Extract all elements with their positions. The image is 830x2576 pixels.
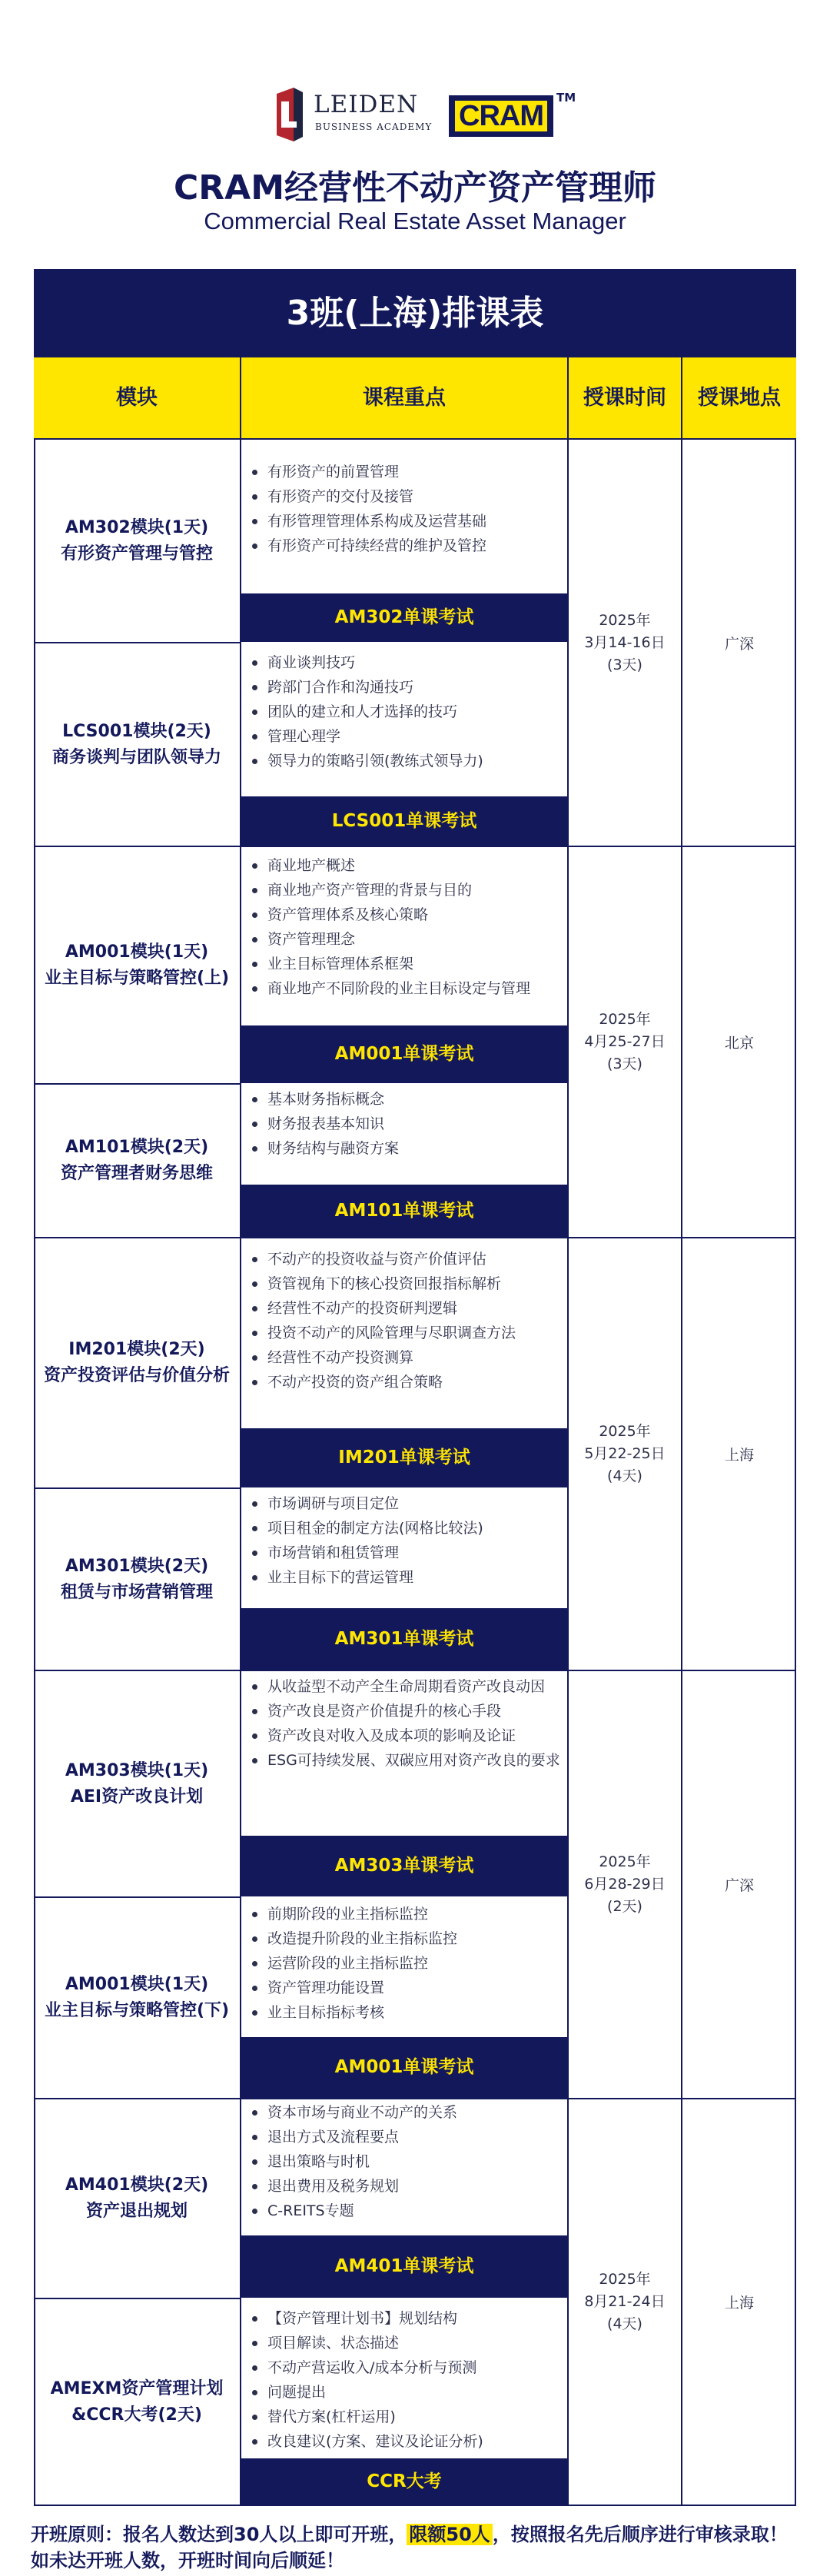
exam-banner: AM001单课考试 [241, 1025, 567, 1083]
module-name: AEI资产改良计划 [70, 1787, 204, 1807]
module-name: 资产投资评估与价值分析 [43, 1366, 230, 1385]
session-dates: 4月25-27日 [584, 1033, 666, 1050]
exam-banner: IM201单课考试 [241, 1428, 567, 1487]
topic-item: 资产管理体系及核心策略 [267, 902, 567, 927]
module-cell [34, 1238, 240, 1487]
topic-item: 前期阶段的业主指标监控 [267, 1902, 567, 1926]
topic-item: 项目解读、状态描述 [267, 2331, 567, 2355]
topic-item: 商业地产不同阶段的业主目标设定与管理 [267, 976, 567, 1001]
topic-item: 【资产管理计划书】规划结构 [267, 2306, 567, 2331]
module-code: AM302模块(1天) [65, 517, 209, 537]
topic-item: 业主目标指标考核 [267, 2000, 567, 2025]
session-year: 2025年 [599, 1423, 651, 1440]
module-name: 有形资产管理与管控 [60, 543, 213, 563]
topic-item: 不动产的投资收益与资产价值评估 [267, 1247, 567, 1271]
topic-item: 资本市场与商业不动产的关系 [267, 2100, 567, 2125]
topic-item: ESG可持续发展、双碳应用对资产改良的要求 [267, 1748, 567, 1773]
exam-banner: CCR大考 [241, 2458, 567, 2505]
session-dates: 8月21-24日 [584, 2293, 666, 2310]
module-name: 租赁与市场营销管理 [60, 1582, 213, 1602]
session-time [569, 2099, 681, 2505]
module-name: 业主目标与策略管控(上) [44, 968, 230, 988]
topic-list [241, 2306, 567, 2454]
topic-item: 资产改良对收入及成本项的影响及论证 [267, 1723, 567, 1748]
header-location: 授课地点 [682, 357, 796, 438]
module-code: AM001模块(1天) [65, 1975, 209, 1994]
topic-item: 资产管理功能设置 [267, 1976, 567, 2000]
topic-item: 团队的建立和人才选择的技巧 [267, 700, 567, 724]
session-location: 上海 [724, 1447, 754, 1464]
session-location: 广深 [724, 635, 754, 653]
enrollment-note-line1 [31, 2521, 815, 2548]
topic-list [241, 1674, 567, 1773]
topic-item: 问题提出 [267, 2380, 567, 2405]
session-days: (3天) [607, 656, 642, 673]
topic-item: 不动产投资的资产组合策略 [267, 1370, 567, 1394]
module-name: 业主目标与策略管控(下) [44, 2001, 230, 2020]
session-year: 2025年 [599, 611, 651, 629]
session-days: (4天) [607, 1467, 642, 1484]
topic-item: 市场调研与项目定位 [267, 1491, 567, 1516]
exam-banner: AM001单课考试 [241, 2037, 567, 2098]
topic-list [241, 650, 567, 773]
topic-list [241, 1491, 567, 1590]
exam-banner: AM101单课考试 [241, 1185, 567, 1237]
topic-list [241, 1902, 567, 2025]
module-cell [34, 2099, 240, 2298]
header-time: 授课时间 [569, 357, 682, 438]
session-dates: 5月22-25日 [584, 1445, 666, 1462]
module-name: &CCR大考(2天) [71, 2405, 202, 2425]
topic-item: 商业谈判技巧 [267, 650, 567, 675]
module-cell [34, 1489, 240, 1670]
module-cell [34, 2299, 240, 2505]
topic-item: C-REITS专题 [267, 2199, 567, 2223]
cram-logo-text: CRAM [455, 101, 547, 131]
topic-item: 跨部门合作和沟通技巧 [267, 675, 567, 700]
topic-item: 商业地产资产管理的背景与目的 [267, 878, 567, 902]
logo-bar [0, 86, 830, 146]
quota-highlight: 限额50人 [407, 2524, 492, 2545]
session-location: 北京 [724, 1035, 754, 1052]
leiden-shield-icon [274, 88, 306, 141]
cram-logo [449, 95, 553, 137]
enrollment-note [31, 2521, 815, 2574]
page-subtitle: Commercial Real Estate Asset Manager [204, 208, 626, 234]
topic-item: 业主目标下的营运管理 [267, 1565, 567, 1590]
module-cell [34, 1898, 240, 2098]
session-location: 上海 [724, 2295, 754, 2312]
topic-item: 从收益型不动产全生命周期看资产改良动因 [267, 1674, 567, 1699]
topic-item: 改造提升阶段的业主指标监控 [267, 1926, 567, 1951]
session-time [569, 1671, 681, 2098]
module-code: LCS001模块(2天) [62, 721, 211, 741]
table-title: 3班(上海)排课表 [34, 269, 796, 357]
leiden-logo [274, 86, 435, 146]
note-text: ，按照报名先后顺序进行审核录取！ [492, 2524, 788, 2545]
module-cell [34, 1085, 240, 1237]
exam-banner: AM303单课考试 [241, 1836, 567, 1896]
page-title: CRAM经营性不动产资产管理师 [173, 168, 656, 208]
topic-item: 资产改良是资产价值提升的核心手段 [267, 1699, 567, 1723]
session-year: 2025年 [599, 2271, 651, 2288]
topic-item: 商业地产概述 [267, 853, 567, 878]
session-time [569, 440, 681, 846]
enrollment-note-line2: 如未达开班人数，开班时间向后顺延！ [31, 2550, 344, 2571]
module-cell [34, 847, 240, 1083]
topic-item: 有形资产的前置管理 [267, 460, 567, 484]
topic-item: 改良建议(方案、建议及论证分析) [267, 2429, 567, 2454]
session-time [569, 1238, 681, 1670]
topic-item: 退出费用及税务规划 [267, 2174, 567, 2199]
topic-item: 有形资产的交付及接管 [267, 484, 567, 509]
topic-item: 退出策略与时机 [267, 2149, 567, 2174]
module-code: IM201模块(2天) [68, 1340, 205, 1359]
exam-banner: AM401单课考试 [241, 2235, 567, 2298]
exam-banner: LCS001单课考试 [241, 796, 567, 846]
module-code: AMEXM资产管理计划 [50, 2378, 224, 2398]
topic-item: 财务结构与融资方案 [267, 1136, 567, 1161]
session-year: 2025年 [599, 1011, 651, 1028]
header-module: 模块 [34, 357, 241, 438]
topic-item: 财务报表基本知识 [267, 1112, 567, 1136]
module-code: AM301模块(2天) [65, 1556, 209, 1576]
session-dates: 6月28-29日 [584, 1876, 666, 1893]
header-focus: 课程重点 [241, 357, 569, 438]
session-location: 广深 [724, 1877, 754, 1894]
module-name: 资产退出规划 [85, 2202, 188, 2221]
module-code: AM001模块(1天) [65, 942, 209, 962]
topic-item: 领导力的策略引领(教练式领导力) [267, 749, 567, 773]
trademark-mark: TM [556, 91, 576, 105]
topic-list [241, 1247, 567, 1394]
topic-list [241, 460, 567, 558]
module-cell [34, 1671, 240, 1896]
module-name: 商务谈判与团队领导力 [51, 747, 221, 767]
topic-item: 市场营销和租赁管理 [267, 1541, 567, 1565]
note-text: 开班原则：报名人数达到30人以上即可开班， [31, 2524, 407, 2545]
topic-item: 退出方式及流程要点 [267, 2125, 567, 2149]
topic-item: 运营阶段的业主指标监控 [267, 1951, 567, 1976]
topic-item: 管理心理学 [267, 724, 567, 749]
leiden-name: LEIDEN [314, 91, 419, 118]
session-days: (2天) [607, 1898, 642, 1915]
leiden-subtitle: BUSINESS ACADEMY [315, 121, 433, 132]
topic-item: 项目租金的制定方法(网格比较法) [267, 1516, 567, 1541]
topic-list [241, 1087, 567, 1161]
exam-banner: AM302单课考试 [241, 593, 567, 642]
topic-item: 经营性不动产的投资研判逻辑 [267, 1296, 567, 1321]
topic-item: 不动产营运收入/成本分析与预测 [267, 2355, 567, 2380]
topic-list [241, 853, 567, 1001]
topic-item: 基本财务指标概念 [267, 1087, 567, 1112]
topic-item: 业主目标管理体系框架 [267, 952, 567, 976]
topic-item: 资管视角下的核心投资回报指标解析 [267, 1271, 567, 1296]
module-cell [34, 643, 240, 846]
topic-item: 经营性不动产投资测算 [267, 1345, 567, 1370]
topic-item: 有形资产可持续经营的维护及管控 [267, 533, 567, 558]
exam-banner: AM301单课考试 [241, 1608, 567, 1670]
module-code: AM401模块(2天) [65, 2175, 209, 2195]
topic-list [241, 2100, 567, 2223]
module-code: AM101模块(2天) [65, 1138, 209, 1157]
session-days: (4天) [607, 2315, 642, 2332]
session-year: 2025年 [599, 1853, 651, 1870]
topic-item: 替代方案(杠杆运用) [267, 2405, 567, 2429]
topic-item: 投资不动产的风险管理与尽职调查方法 [267, 1321, 567, 1345]
module-cell [34, 440, 240, 642]
module-name: 资产管理者财务思维 [60, 1164, 213, 1183]
session-days: (3天) [607, 1055, 642, 1072]
module-code: AM303模块(1天) [65, 1760, 209, 1780]
topic-item: 有形管理管理体系构成及运营基础 [267, 509, 567, 533]
session-time [569, 847, 681, 1237]
topic-item: 资产管理理念 [267, 927, 567, 952]
session-dates: 3月14-16日 [584, 633, 666, 651]
